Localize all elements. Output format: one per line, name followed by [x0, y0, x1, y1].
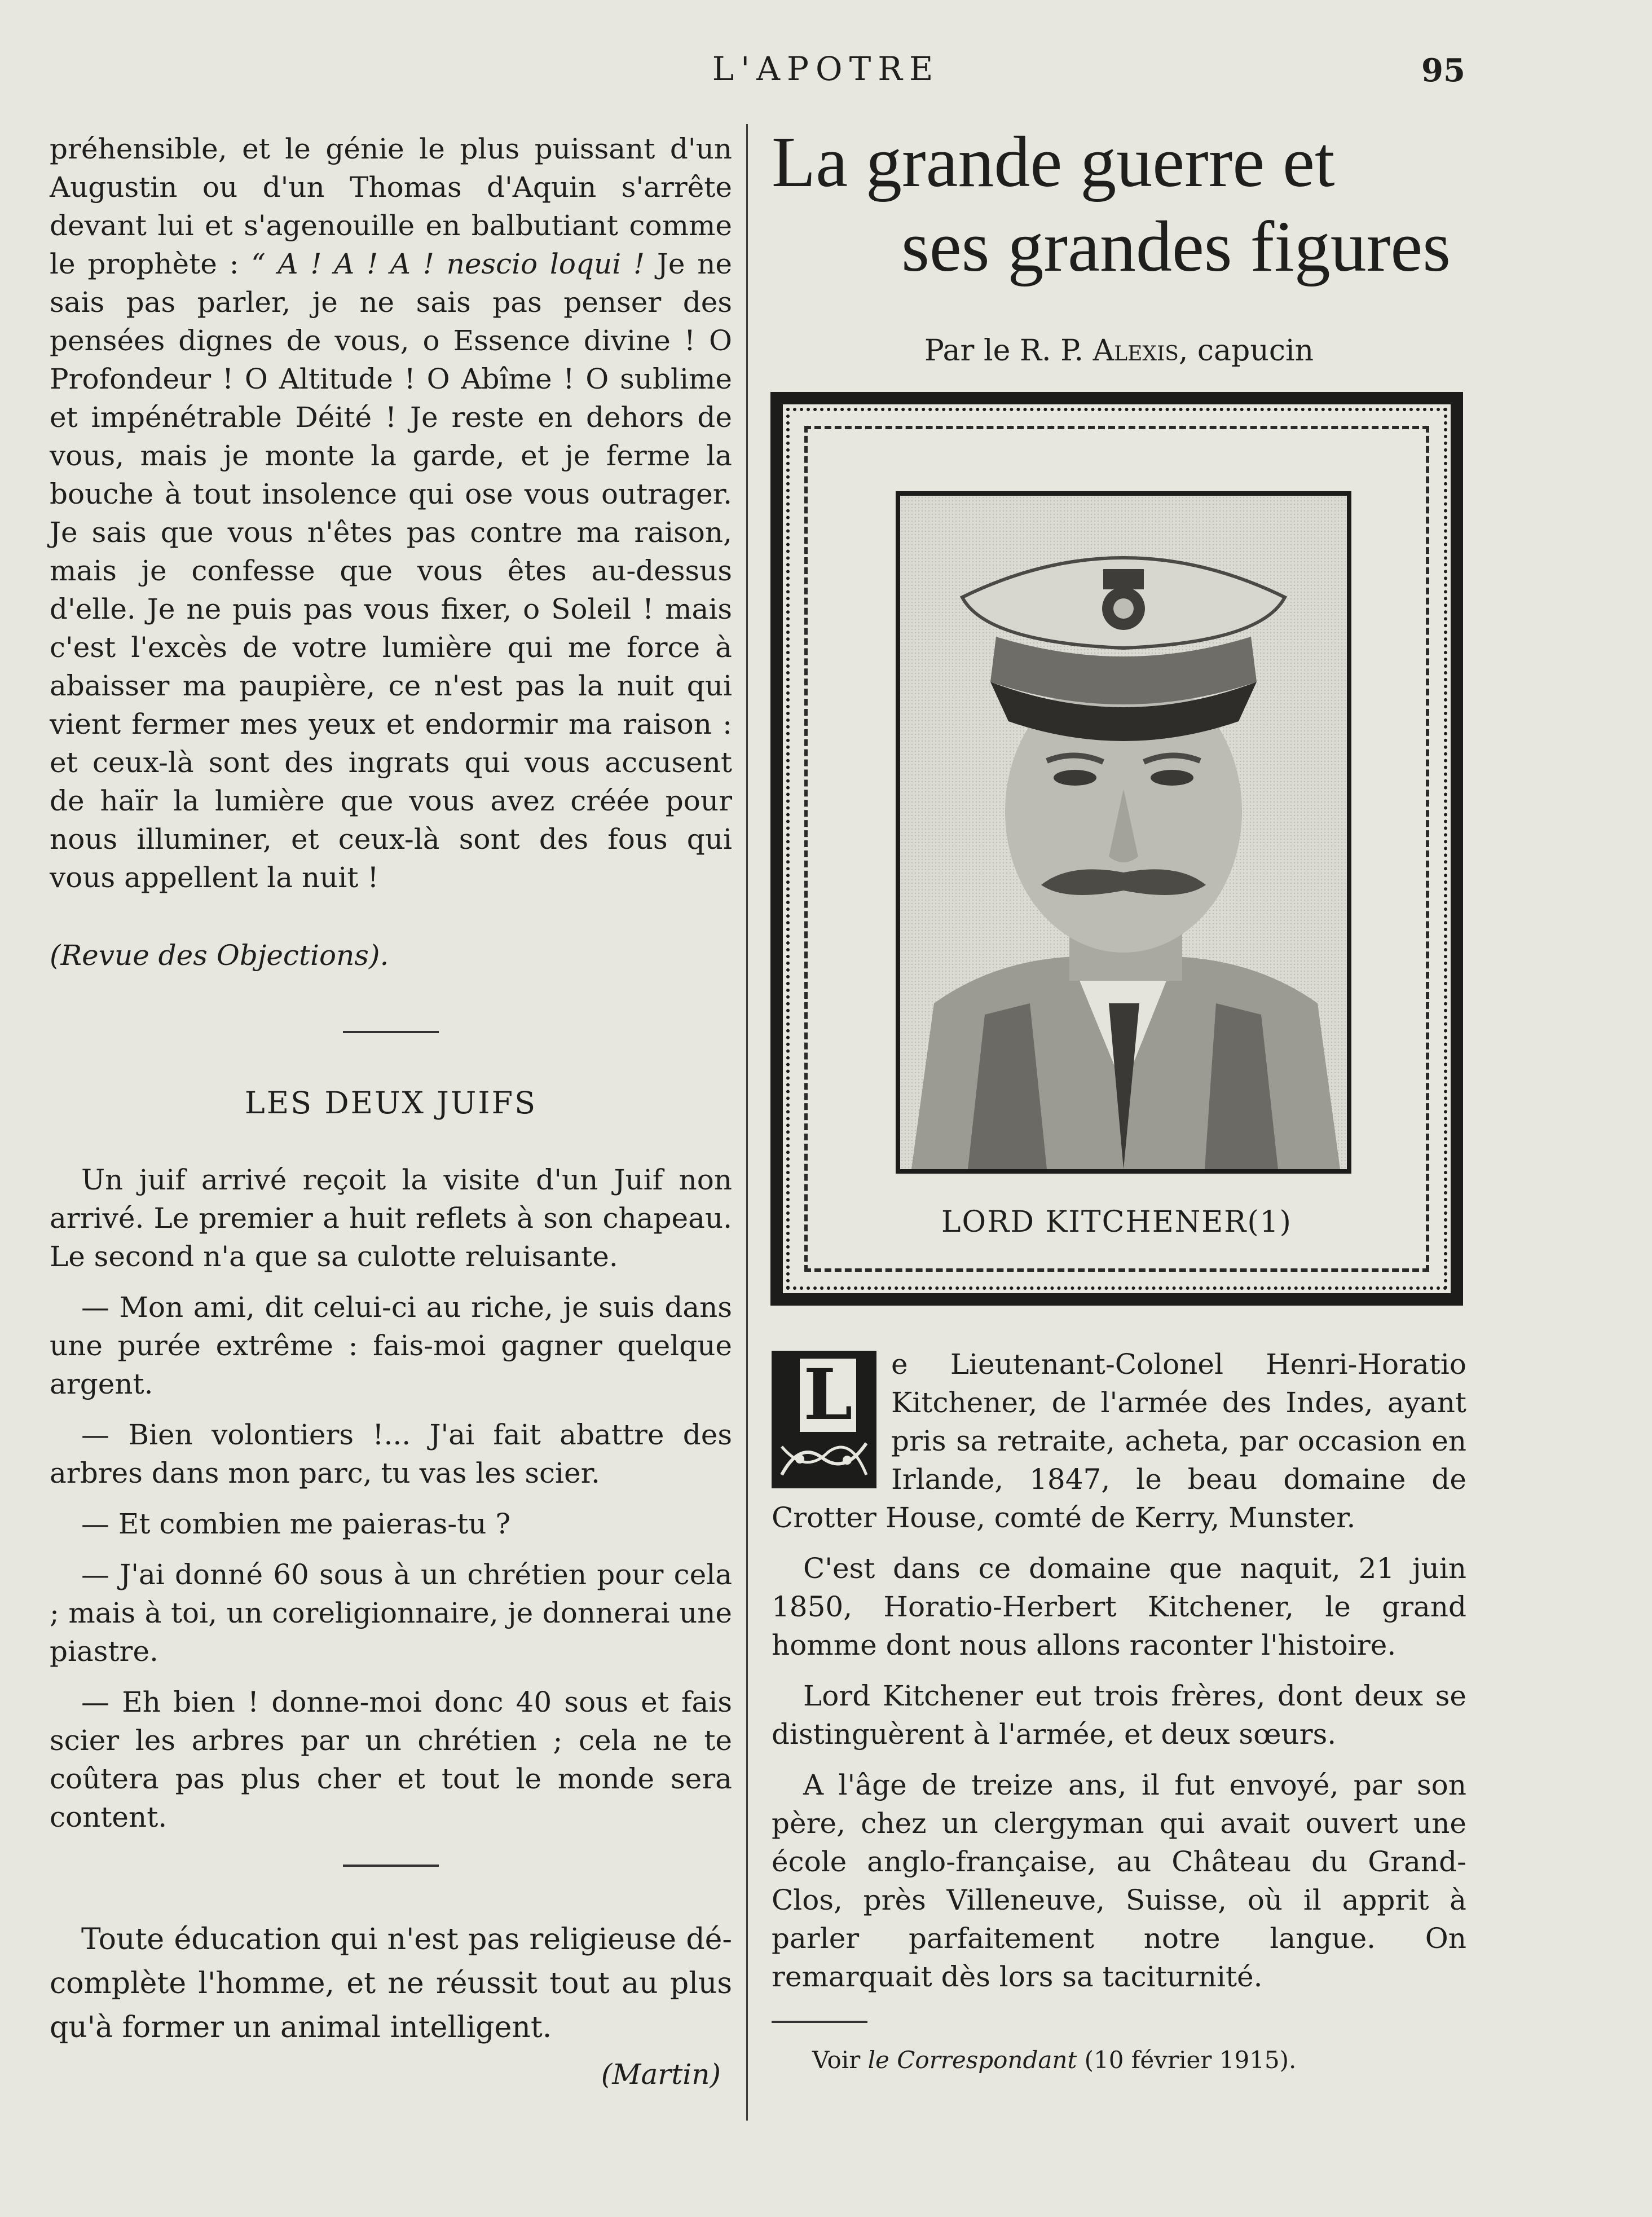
article-title-line2: ses grandes figures: [901, 206, 1451, 287]
anecdote-paragraph: Un juif arrivé reçoit la visite d'un Juif non arrivé. Le premier a huit reflets à son chapeau. Le second n'a que sa culotte reluisante.: [50, 1163, 732, 1273]
source-citation: (Revue des Objections).: [50, 939, 389, 972]
floral-ornament-icon: [777, 1435, 871, 1483]
anecdote-paragraph: — Mon ami, dit celui-ci au riche, je suis dans une purée extrême : fais-moi gagner quelque argent.: [50, 1291, 732, 1400]
anecdote-paragraph: — Eh bien ! donne-moi donc 40 sous et fais scier les arbres par un chrétien ; cela ne te coûtera pas plus cher et tout le monde sera content.: [50, 1686, 732, 1833]
article-byline: [772, 334, 1466, 368]
dropcap-letter: L: [800, 1359, 856, 1432]
maxim-author: (Martin): [601, 2058, 721, 2091]
photo-caption: LORD KITCHENER(1): [941, 1205, 1292, 1239]
anecdote-paragraph: — J'ai donné 60 sous à un chrétien pour cela ; mais à toi, un coreligionnaire, je donnerai une piastre.: [50, 1558, 732, 1668]
portrait-photo: [896, 491, 1351, 1174]
opening-rest: Je ne sais pas parler, je ne sais pas penser des pensées dignes de vous, o Essence divine ! O Profondeur ! O Altitude ! O Abîme ! O sublime et impénétrable Déité ! Je reste en dehors de vous, mais je monte la garde, et je ferme la bouche à tout insolence qui ose vous outrager. Je sais que vous n'êtes pas contre ma raison, mais je confesse que vous êtes au-dessus d'elle. Je ne puis pas vous fixer, o Soleil ! mais c'est l'excès de votre lumière qui me force à abaisser ma paupière, ce n'est pas la nuit qui vient fermer mes yeux et endormir ma raison : et ceux-là sont des ingrats qui vous accusent de haïr la lumière que vous avez créée pour nous illuminer, et ceux-là sont des fous qui vous appellent la nuit !: [50, 248, 732, 894]
article-title-line1: La grande guerre et: [772, 122, 1335, 202]
section-title: LES DEUX JUIFS: [244, 1085, 538, 1121]
footnote-rule: [772, 2021, 867, 2023]
dropcap-ornament: [772, 1351, 876, 1488]
page-number: 95: [1421, 52, 1465, 89]
portrait-frame: [770, 392, 1463, 1306]
anecdote-paragraph: — Bien volontiers !... J'ai fait abattre des arbres dans mon parc, tu vas les scier.: [50, 1418, 732, 1489]
section-rule: [343, 1031, 439, 1033]
footnote-date: (10 février 1915).: [1077, 2046, 1297, 2074]
left-column: [50, 130, 732, 2093]
article-paragraph: A l'âge de treize ans, il fut envoyé, par son père, chez un clergyman qui avait ouvert une école anglo-française, au Château du Grand-Clos, près Villeneuve, Suisse, où il apprit à parler parfaitement notre langue. On remarquait dès lors sa taciturnité.: [772, 1769, 1466, 1993]
latin-quote: “ A ! A ! A ! nescio loqui !: [251, 248, 645, 280]
article-paragraph: Lord Kitchener eut trois frères, dont deux se distinguèrent à l'armée, et deux sœurs.: [772, 1680, 1466, 1751]
byline-prefix: Par le R. P.: [924, 334, 1093, 368]
opening-text: préhensible, et le génie le plus puissant d'un Augustin ou d'un Thomas d'Aquin s'arrête devant lui et s'agenouille en balbutiant comme le prophète :: [50, 133, 732, 280]
footnote-le: le: [867, 2046, 897, 2074]
article-body: [772, 1345, 1466, 2079]
maxim-text: Toute éducation qui n'est pas religieuse dé-complète l'homme, et ne réussit tout au plus qu'à former un animal intelligent.: [50, 1923, 732, 2044]
article-paragraph: C'est dans ce domaine que naquit, 21 juin 1850, Horatio-Herbert Kitchener, le grand homme dont nous allons raconter l'histoire.: [772, 1552, 1466, 1661]
anecdote-paragraph: — Et combien me paieras-tu ?: [81, 1508, 511, 1540]
footnote-journal: Correspondant: [897, 2046, 1077, 2074]
kitchener-portrait-illustration: [900, 496, 1347, 1169]
opening-paragraph: [50, 130, 732, 897]
footnote-prefix: Voir: [812, 2046, 868, 2074]
article-paragraph: e Lieutenant-Colonel Henri-Horatio Kitchener, de l'armée des Indes, ayant pris sa retraite, acheta, par occasion en Irlande, 1847, le beau domaine de Crotter House, comté de Kerry, Munster.: [772, 1348, 1466, 1534]
column-divider: [746, 124, 748, 2121]
author-name: Alexis: [1092, 334, 1179, 368]
section-rule: [343, 1865, 439, 1867]
article-header: [772, 120, 1466, 368]
byline-suffix: , capucin: [1178, 334, 1314, 368]
running-title: L'APOTRE: [712, 50, 940, 88]
footnote: [772, 2041, 1466, 2079]
